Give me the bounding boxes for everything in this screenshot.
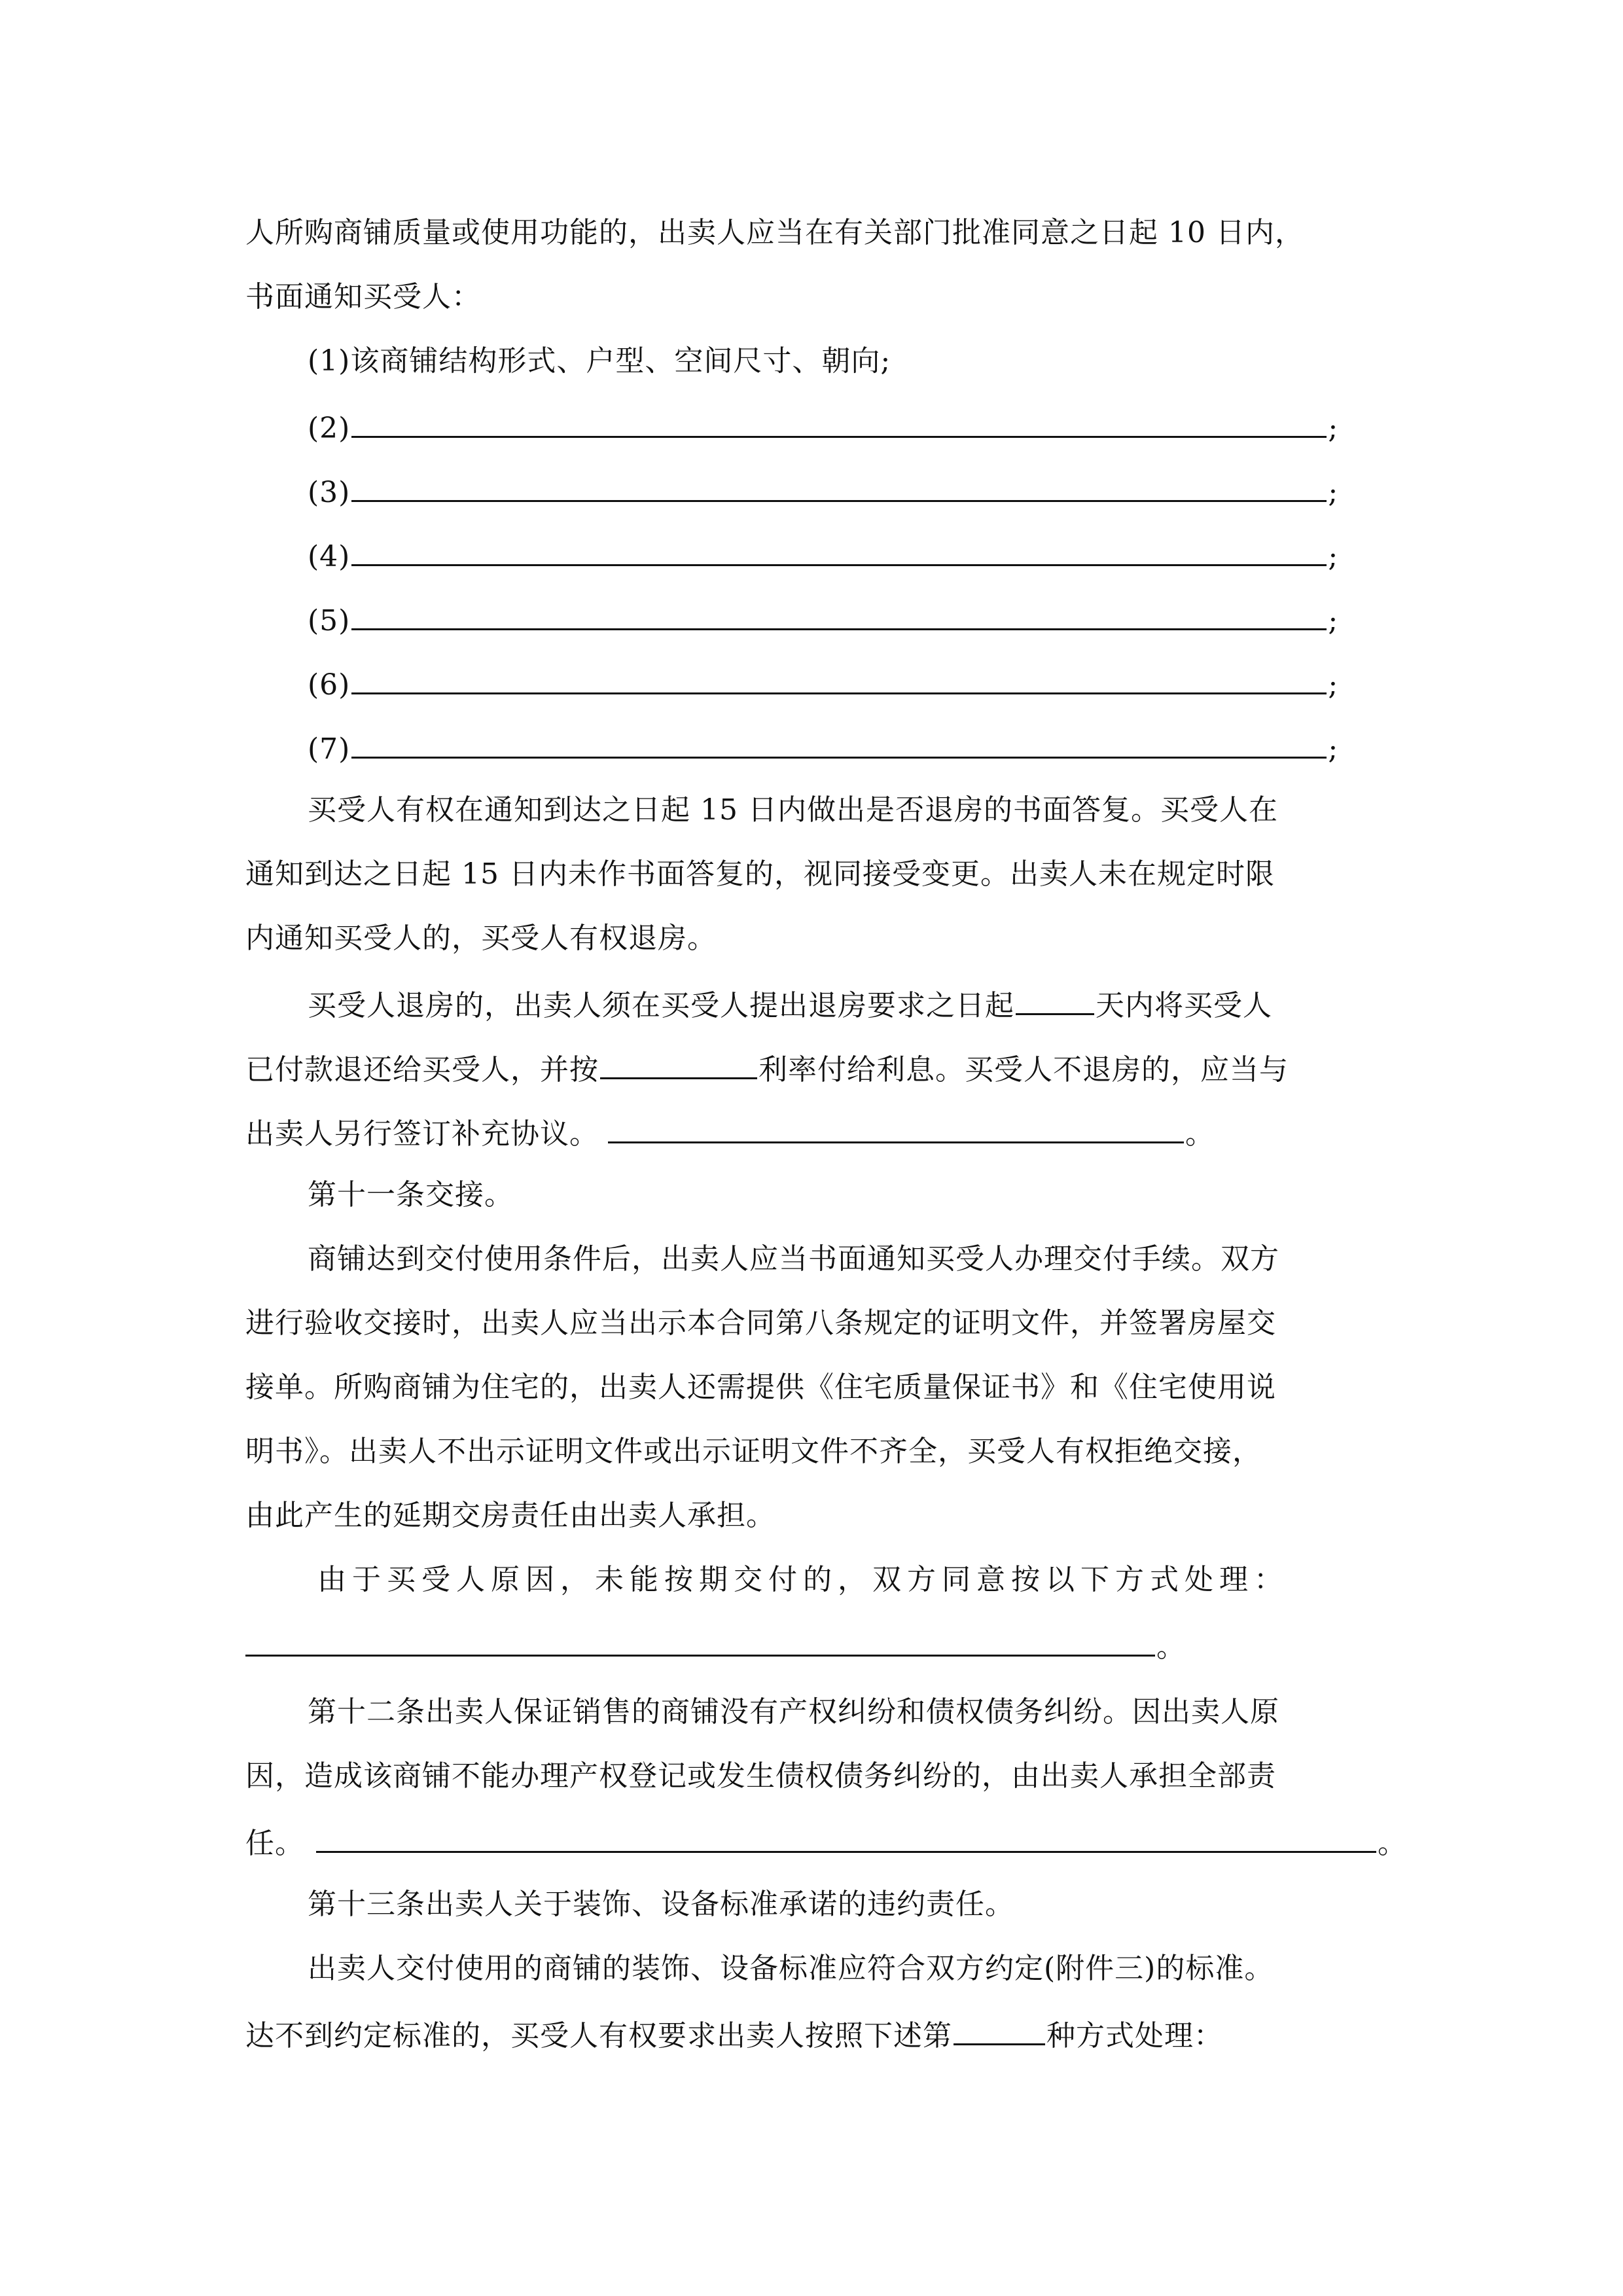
paragraph-line (245, 1821, 1407, 1860)
paragraph-line: 书面通知买受人： (245, 280, 481, 314)
text-segment: 种方式处理： (1046, 2019, 1223, 2053)
list-item-7 (308, 726, 1338, 766)
paragraph-line: 买受人有权在通知到达之日起 15 日内做出是否退房的书面答复。买受人在 (308, 793, 1278, 827)
list-item-6 (308, 662, 1338, 702)
list-item-end: ; (1328, 668, 1339, 702)
text-segment: 买受人退房的，出卖人须在买受人提出退房要求之日起 (308, 989, 1014, 1022)
text-segment: 利率付给利息。买受人不退房的，应当与 (758, 1053, 1289, 1086)
fill-in-blank[interactable] (351, 726, 1327, 759)
paragraph-line (245, 1111, 1215, 1151)
list-item-3 (308, 470, 1338, 509)
text-segment: 出卖人另行签订补充协议。 (245, 1117, 599, 1151)
paragraph-line: 由此产生的延期交房责任由出卖人承担。 (245, 1499, 776, 1532)
paragraph-line (245, 2013, 1223, 2053)
paragraph-line: 进行验收交接时，出卖人应当出示本合同第八条规定的证明文件，并签署房屋交 (245, 1306, 1276, 1340)
liability-blank[interactable] (316, 1821, 1376, 1853)
paragraph-line (245, 1624, 1186, 1664)
fill-in-blank[interactable] (351, 662, 1327, 694)
list-item-label: (5) (308, 604, 351, 637)
text-segment: 任。 (245, 1827, 304, 1860)
paragraph-line: 出卖人交付使用的商铺的装饰、设备标准应符合双方约定(附件三)的标准。 (308, 1952, 1274, 1985)
text-segment: 天内将买受人 (1096, 989, 1272, 1022)
list-item-end: ; (1328, 732, 1339, 766)
text-segment: 达不到约定标准的，买受人有权要求出卖人按照下述第 (245, 2019, 952, 2053)
list-item-4 (308, 534, 1338, 573)
article-11-title: 第十一条交接。 (308, 1178, 514, 1211)
fill-in-blank[interactable] (351, 598, 1327, 630)
list-item-label: (3) (308, 476, 351, 509)
handling-method-blank[interactable] (245, 1624, 1155, 1657)
text-segment: 已付款退还给买受人，并按 (245, 1053, 599, 1086)
text-segment: 。 (1156, 1630, 1186, 1664)
paragraph-line: 明书》。出卖人不出示证明文件或出示证明文件不齐全，买受人有权拒绝交接， (245, 1435, 1262, 1468)
paragraph-line: 人所购商铺质量或使用功能的，出卖人应当在有关部门批准同意之日起 10 日内， (245, 216, 1304, 249)
list-item-label: (7) (308, 732, 351, 766)
text-segment: 。 (1185, 1117, 1215, 1151)
paragraph-line: 内通知买受人的，买受人有权退房。 (245, 922, 717, 955)
list-item-2 (308, 406, 1338, 445)
paragraph-line (308, 983, 1272, 1022)
method-number-blank[interactable] (954, 2013, 1045, 2045)
paragraph-line: 接单。所购商铺为住宅的，出卖人还需提供《住宅质量保证书》和《住宅使用说 (245, 1371, 1276, 1404)
list-item-label: (4) (308, 540, 351, 573)
list-item-1: (1)该商铺结构形式、户型、空间尺寸、朝向; (308, 344, 891, 378)
list-item-5 (308, 598, 1338, 637)
fill-in-blank[interactable] (351, 406, 1327, 438)
agreement-blank[interactable] (608, 1111, 1184, 1143)
list-item-end: ; (1328, 604, 1339, 637)
interest-rate-blank[interactable] (600, 1047, 757, 1079)
paragraph-line (245, 1047, 1289, 1086)
list-item-end: ; (1328, 540, 1339, 573)
paragraph-line: 因，造成该商铺不能办理产权登记或发生债权债务纠纷的，由出卖人承担全部责 (245, 1759, 1276, 1793)
fill-in-blank[interactable] (351, 470, 1327, 502)
days-blank[interactable] (1016, 983, 1094, 1015)
list-item-label: (6) (308, 668, 351, 702)
fill-in-blank[interactable] (351, 534, 1327, 566)
article-12-line: 第十二条出卖人保证销售的商铺没有产权纠纷和债权债务纠纷。因出卖人原 (308, 1695, 1279, 1729)
paragraph-line: 商铺达到交付使用条件后，出卖人应当书面通知买受人办理交付手续。双方 (308, 1242, 1279, 1276)
list-item-end: ; (1328, 412, 1339, 445)
article-13-title: 第十三条出卖人关于装饰、设备标准承诺的违约责任。 (308, 1888, 1014, 1921)
paragraph-line: 由于买受人原因，未能按期交付的，双方同意按以下方式处理： (317, 1563, 1289, 1596)
paragraph-line: 通知到达之日起 15 日内未作书面答复的，视同接受变更。出卖人未在规定时限 (245, 857, 1275, 891)
list-item-label: (2) (308, 412, 351, 445)
list-item-end: ; (1328, 476, 1339, 509)
text-segment: 。 (1378, 1827, 1407, 1860)
